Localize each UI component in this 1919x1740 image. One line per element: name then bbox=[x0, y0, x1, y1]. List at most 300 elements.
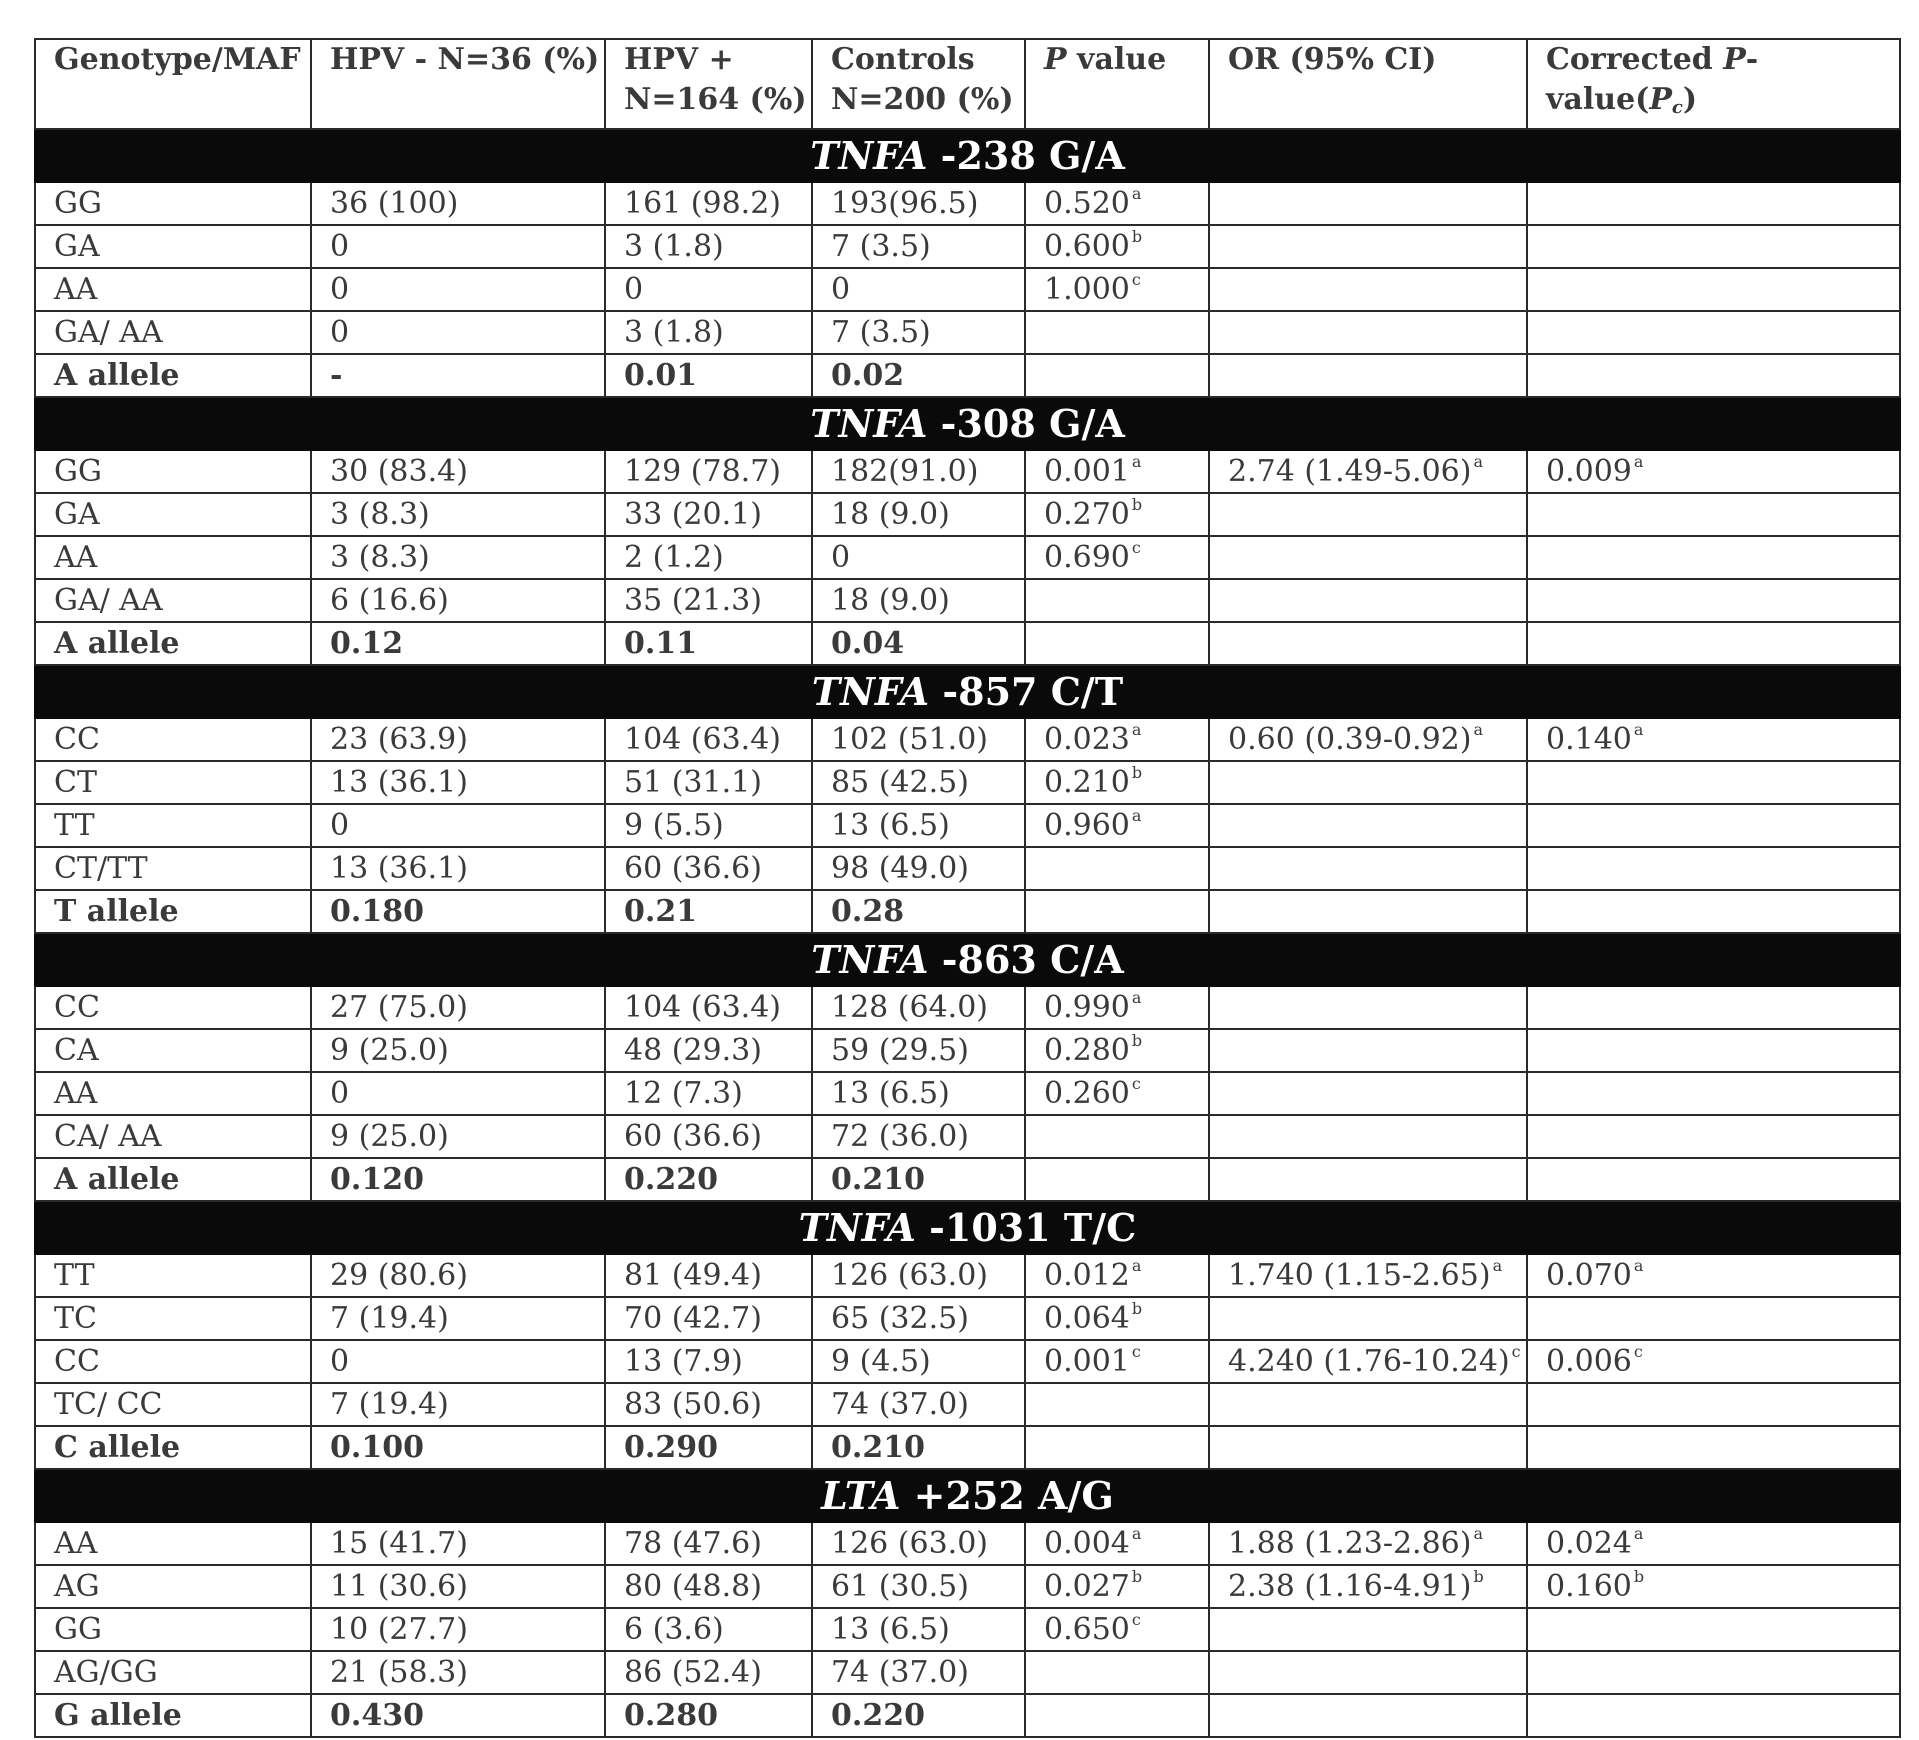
cell-controls bbox=[812, 847, 1025, 890]
cell-controls bbox=[812, 1254, 1025, 1297]
cell-hpv-positive bbox=[605, 1254, 812, 1297]
cell-corrected-p bbox=[1527, 225, 1900, 268]
cell-p-value-value: 0.027 bbox=[1044, 1569, 1130, 1604]
cell-genotype-value: CT bbox=[54, 765, 97, 800]
cell-corrected-p bbox=[1527, 450, 1900, 493]
cell-hpv-negative bbox=[311, 182, 605, 225]
table-row bbox=[35, 890, 1900, 933]
cell-hpv-positive-value: 33 (20.1) bbox=[624, 497, 762, 532]
cell-corrected-p bbox=[1527, 1522, 1900, 1565]
cell-p-value bbox=[1025, 1522, 1209, 1565]
cell-genotype bbox=[35, 268, 311, 311]
cell-corrected-p bbox=[1527, 986, 1900, 1029]
cell-controls-value: 193(96.5) bbox=[831, 186, 979, 221]
table-row bbox=[35, 1565, 1900, 1608]
cell-hpv-positive-value: 35 (21.3) bbox=[624, 583, 762, 618]
cell-genotype-value: AG/GG bbox=[54, 1655, 158, 1690]
cell-odds-ratio bbox=[1209, 450, 1527, 493]
cell-p-value bbox=[1025, 1565, 1209, 1608]
cell-hpv-positive bbox=[605, 718, 812, 761]
cell-hpv-positive bbox=[605, 182, 812, 225]
cell-hpv-negative-value: 7 (19.4) bbox=[330, 1387, 449, 1422]
cell-genotype bbox=[35, 1522, 311, 1565]
cell-corrected-p bbox=[1527, 761, 1900, 804]
cell-p-value bbox=[1025, 225, 1209, 268]
cell-genotype-value: GA/ AA bbox=[54, 583, 163, 618]
table-row bbox=[35, 1158, 1900, 1201]
cell-corrected-p-value: 0.009 bbox=[1546, 454, 1632, 489]
table-row bbox=[35, 268, 1900, 311]
cell-hpv-negative-value: 23 (63.9) bbox=[330, 722, 468, 757]
cell-genotype-value: A allele bbox=[54, 358, 180, 393]
cell-hpv-negative-value: - bbox=[330, 358, 343, 393]
cell-p-value bbox=[1025, 1694, 1209, 1737]
cell-controls bbox=[812, 1694, 1025, 1737]
cell-hpv-negative bbox=[311, 1158, 605, 1201]
table-row bbox=[35, 1522, 1900, 1565]
cell-odds-ratio-value: 2.38 (1.16-4.91) bbox=[1228, 1569, 1472, 1604]
header-genotype: Genotype/MAF bbox=[35, 39, 311, 129]
table-row bbox=[35, 718, 1900, 761]
cell-p-value bbox=[1025, 718, 1209, 761]
cell-hpv-positive-value: 0 bbox=[624, 272, 644, 307]
cell-genotype bbox=[35, 1158, 311, 1201]
cell-controls-value: 126 (63.0) bbox=[831, 1526, 989, 1561]
cell-corrected-p bbox=[1527, 354, 1900, 397]
footnote-marker: b bbox=[1131, 763, 1143, 782]
table-body bbox=[35, 129, 1900, 1737]
cell-controls bbox=[812, 804, 1025, 847]
cell-hpv-negative-value: 0 bbox=[330, 808, 350, 843]
cell-p-value bbox=[1025, 1608, 1209, 1651]
cell-odds-ratio bbox=[1209, 1522, 1527, 1565]
cell-p-value-value: 0.064 bbox=[1044, 1301, 1130, 1336]
cell-genotype bbox=[35, 1651, 311, 1694]
section-header bbox=[35, 397, 1900, 450]
cell-hpv-negative bbox=[311, 225, 605, 268]
cell-hpv-negative bbox=[311, 1297, 605, 1340]
cell-corrected-p bbox=[1527, 1651, 1900, 1694]
footnote-marker: b bbox=[1131, 1567, 1143, 1586]
cell-hpv-negative bbox=[311, 1651, 605, 1694]
cell-controls bbox=[812, 1115, 1025, 1158]
cell-hpv-positive-value: 0.01 bbox=[624, 358, 698, 393]
section-gene: LTA bbox=[821, 1473, 901, 1518]
cell-genotype-value: GA bbox=[54, 229, 100, 264]
header-row bbox=[35, 39, 1900, 129]
cell-controls-value: 102 (51.0) bbox=[831, 722, 989, 757]
cell-corrected-p bbox=[1527, 1608, 1900, 1651]
cell-odds-ratio bbox=[1209, 268, 1527, 311]
cell-genotype bbox=[35, 450, 311, 493]
header-p-value-italic: P bbox=[1044, 42, 1067, 77]
section-header-row bbox=[35, 397, 1900, 450]
table-row bbox=[35, 579, 1900, 622]
cell-odds-ratio bbox=[1209, 718, 1527, 761]
cell-p-value-value: 0.210 bbox=[1044, 765, 1130, 800]
cell-controls bbox=[812, 1651, 1025, 1694]
cell-hpv-negative bbox=[311, 890, 605, 933]
cell-controls-value: 128 (64.0) bbox=[831, 990, 989, 1025]
cell-p-value-value: 1.000 bbox=[1044, 272, 1130, 307]
cell-genotype bbox=[35, 1297, 311, 1340]
footnote-marker: b bbox=[1473, 1567, 1484, 1586]
cell-genotype bbox=[35, 354, 311, 397]
cell-p-value bbox=[1025, 1340, 1209, 1383]
cell-hpv-positive bbox=[605, 1297, 812, 1340]
cell-p-value bbox=[1025, 1072, 1209, 1115]
cell-hpv-positive bbox=[605, 1651, 812, 1694]
cell-hpv-positive-value: 60 (36.6) bbox=[624, 1119, 762, 1154]
cell-p-value bbox=[1025, 450, 1209, 493]
cell-odds-ratio bbox=[1209, 1608, 1527, 1651]
cell-genotype bbox=[35, 804, 311, 847]
cell-hpv-negative-value: 15 (41.7) bbox=[330, 1526, 468, 1561]
section-variant: -863 C/A bbox=[928, 937, 1124, 982]
cell-genotype-value: AA bbox=[54, 272, 98, 307]
section-variant: +252 A/G bbox=[900, 1473, 1114, 1518]
cell-controls bbox=[812, 1426, 1025, 1469]
cell-odds-ratio bbox=[1209, 493, 1527, 536]
table-row bbox=[35, 1651, 1900, 1694]
cell-genotype-value: A allele bbox=[54, 626, 180, 661]
cell-odds-ratio bbox=[1209, 1340, 1527, 1383]
cell-hpv-positive bbox=[605, 1426, 812, 1469]
section-header-row bbox=[35, 665, 1900, 718]
footnote-marker: b bbox=[1131, 495, 1143, 514]
cell-p-value-value: 0.001 bbox=[1044, 454, 1130, 489]
cell-controls-value: 0.220 bbox=[831, 1698, 925, 1733]
cell-odds-ratio bbox=[1209, 847, 1527, 890]
section-header bbox=[35, 129, 1900, 182]
cell-controls bbox=[812, 536, 1025, 579]
cell-hpv-positive-value: 13 (7.9) bbox=[624, 1344, 743, 1379]
cell-controls-value: 0.28 bbox=[831, 894, 905, 929]
cell-hpv-negative-value: 21 (58.3) bbox=[330, 1655, 468, 1690]
cell-genotype-value: GG bbox=[54, 186, 102, 221]
header-corrected-mid: -value( bbox=[1546, 42, 1759, 117]
table-row bbox=[35, 804, 1900, 847]
table-row bbox=[35, 1254, 1900, 1297]
cell-controls-value: 61 (30.5) bbox=[831, 1569, 969, 1604]
cell-odds-ratio bbox=[1209, 1072, 1527, 1115]
footnote-marker: a bbox=[1131, 452, 1142, 471]
cell-p-value bbox=[1025, 986, 1209, 1029]
cell-odds-ratio bbox=[1209, 1383, 1527, 1426]
cell-controls-value: 7 (3.5) bbox=[831, 229, 931, 264]
cell-p-value bbox=[1025, 536, 1209, 579]
section-gene: TNFA bbox=[798, 1205, 916, 1250]
cell-hpv-positive bbox=[605, 225, 812, 268]
section-header bbox=[35, 1201, 1900, 1254]
header-p-value bbox=[1025, 39, 1209, 129]
cell-hpv-positive-value: 81 (49.4) bbox=[624, 1258, 762, 1293]
cell-hpv-negative-value: 0.120 bbox=[330, 1162, 424, 1197]
cell-controls bbox=[812, 718, 1025, 761]
cell-corrected-p bbox=[1527, 1115, 1900, 1158]
header-odds-ratio: OR (95% CI) bbox=[1209, 39, 1527, 129]
cell-p-value bbox=[1025, 268, 1209, 311]
cell-odds-ratio-value: 1.88 (1.23-2.86) bbox=[1228, 1526, 1472, 1561]
footnote-marker: a bbox=[1473, 1524, 1484, 1543]
cell-odds-ratio bbox=[1209, 354, 1527, 397]
cell-genotype-value: TT bbox=[54, 1258, 95, 1293]
cell-genotype bbox=[35, 579, 311, 622]
cell-hpv-positive bbox=[605, 450, 812, 493]
header-controls: Controls N=200 (%) bbox=[812, 39, 1025, 129]
cell-corrected-p bbox=[1527, 890, 1900, 933]
cell-hpv-negative bbox=[311, 1694, 605, 1737]
cell-p-value-value: 0.023 bbox=[1044, 722, 1130, 757]
cell-hpv-negative bbox=[311, 1608, 605, 1651]
cell-hpv-positive-value: 12 (7.3) bbox=[624, 1076, 743, 1111]
cell-hpv-negative bbox=[311, 1426, 605, 1469]
cell-hpv-negative bbox=[311, 450, 605, 493]
cell-hpv-positive-value: 0.11 bbox=[624, 626, 698, 661]
cell-hpv-positive-value: 3 (1.8) bbox=[624, 315, 724, 350]
table-row bbox=[35, 622, 1900, 665]
cell-hpv-negative bbox=[311, 579, 605, 622]
cell-corrected-p bbox=[1527, 1426, 1900, 1469]
cell-hpv-positive bbox=[605, 1115, 812, 1158]
cell-odds-ratio-value: 0.60 (0.39-0.92) bbox=[1228, 722, 1472, 757]
cell-hpv-negative bbox=[311, 1383, 605, 1426]
cell-hpv-positive bbox=[605, 804, 812, 847]
cell-hpv-negative bbox=[311, 1254, 605, 1297]
section-header-row bbox=[35, 1469, 1900, 1522]
cell-odds-ratio-value: 1.740 (1.15-2.65) bbox=[1228, 1258, 1491, 1293]
cell-odds-ratio bbox=[1209, 1254, 1527, 1297]
section-gene: TNFA bbox=[810, 133, 928, 178]
cell-genotype-value: CT/TT bbox=[54, 851, 148, 886]
cell-hpv-negative bbox=[311, 761, 605, 804]
cell-genotype bbox=[35, 1029, 311, 1072]
cell-hpv-negative bbox=[311, 1029, 605, 1072]
cell-controls-value: 13 (6.5) bbox=[831, 1612, 950, 1647]
cell-genotype bbox=[35, 1426, 311, 1469]
table-row bbox=[35, 1426, 1900, 1469]
table-row bbox=[35, 847, 1900, 890]
cell-hpv-negative-value: 27 (75.0) bbox=[330, 990, 468, 1025]
cell-hpv-negative-value: 29 (80.6) bbox=[330, 1258, 468, 1293]
cell-genotype-value: CC bbox=[54, 722, 100, 757]
cell-hpv-positive bbox=[605, 1565, 812, 1608]
genotype-table-container bbox=[34, 38, 1899, 1738]
cell-hpv-negative bbox=[311, 354, 605, 397]
cell-controls-value: 126 (63.0) bbox=[831, 1258, 989, 1293]
table-row bbox=[35, 493, 1900, 536]
cell-hpv-negative bbox=[311, 1115, 605, 1158]
cell-corrected-p bbox=[1527, 1029, 1900, 1072]
cell-controls bbox=[812, 182, 1025, 225]
cell-hpv-negative bbox=[311, 536, 605, 579]
cell-corrected-p-value: 0.160 bbox=[1546, 1569, 1632, 1604]
cell-p-value-value: 0.650 bbox=[1044, 1612, 1130, 1647]
cell-hpv-positive-value: 60 (36.6) bbox=[624, 851, 762, 886]
footnote-marker: a bbox=[1131, 806, 1142, 825]
cell-odds-ratio bbox=[1209, 1115, 1527, 1158]
cell-p-value bbox=[1025, 1426, 1209, 1469]
footnote-marker: b bbox=[1131, 1299, 1143, 1318]
table-row bbox=[35, 1072, 1900, 1115]
footnote-marker: c bbox=[1131, 1342, 1141, 1361]
table-row bbox=[35, 354, 1900, 397]
footnote-marker: a bbox=[1633, 452, 1644, 471]
cell-hpv-positive bbox=[605, 1158, 812, 1201]
section-gene: TNFA bbox=[811, 669, 930, 714]
section-header bbox=[35, 1469, 1900, 1522]
cell-genotype bbox=[35, 536, 311, 579]
cell-hpv-negative-value: 30 (83.4) bbox=[330, 454, 468, 489]
cell-hpv-negative bbox=[311, 1072, 605, 1115]
footnote-marker: c bbox=[1131, 538, 1141, 557]
cell-p-value bbox=[1025, 1651, 1209, 1694]
cell-genotype-value: AA bbox=[54, 1526, 98, 1561]
cell-hpv-positive-value: 70 (42.7) bbox=[624, 1301, 762, 1336]
cell-genotype bbox=[35, 493, 311, 536]
cell-corrected-p bbox=[1527, 1340, 1900, 1383]
cell-hpv-positive bbox=[605, 1383, 812, 1426]
cell-hpv-negative-value: 9 (25.0) bbox=[330, 1033, 449, 1068]
section-variant: -308 G/A bbox=[927, 401, 1125, 446]
cell-controls-value: 13 (6.5) bbox=[831, 1076, 950, 1111]
cell-hpv-positive bbox=[605, 761, 812, 804]
cell-hpv-positive-value: 83 (50.6) bbox=[624, 1387, 762, 1422]
cell-controls bbox=[812, 311, 1025, 354]
cell-controls bbox=[812, 1522, 1025, 1565]
cell-controls-value: 7 (3.5) bbox=[831, 315, 931, 350]
table-row bbox=[35, 1340, 1900, 1383]
cell-genotype-value: AA bbox=[54, 540, 98, 575]
header-corrected-italic-2: P bbox=[1649, 82, 1672, 117]
cell-controls bbox=[812, 1608, 1025, 1651]
cell-corrected-p-value: 0.140 bbox=[1546, 722, 1632, 757]
footnote-marker: c bbox=[1633, 1342, 1643, 1361]
cell-odds-ratio bbox=[1209, 1029, 1527, 1072]
cell-hpv-positive-value: 86 (52.4) bbox=[624, 1655, 762, 1690]
header-corrected-italic: P bbox=[1723, 42, 1746, 77]
cell-corrected-p bbox=[1527, 1383, 1900, 1426]
cell-hpv-negative-value: 9 (25.0) bbox=[330, 1119, 449, 1154]
cell-hpv-positive bbox=[605, 1029, 812, 1072]
cell-p-value bbox=[1025, 579, 1209, 622]
cell-odds-ratio bbox=[1209, 536, 1527, 579]
footnote-marker: a bbox=[1131, 1524, 1142, 1543]
footnote-marker: a bbox=[1633, 720, 1644, 739]
cell-odds-ratio bbox=[1209, 761, 1527, 804]
cell-p-value bbox=[1025, 761, 1209, 804]
cell-hpv-negative bbox=[311, 268, 605, 311]
cell-controls-value: 0 bbox=[831, 272, 851, 307]
cell-controls bbox=[812, 1029, 1025, 1072]
cell-hpv-negative-value: 3 (8.3) bbox=[330, 497, 430, 532]
cell-genotype-value: TT bbox=[54, 808, 95, 843]
section-header bbox=[35, 933, 1900, 986]
cell-genotype-value: GA/ AA bbox=[54, 315, 163, 350]
cell-p-value bbox=[1025, 354, 1209, 397]
footnote-marker: a bbox=[1131, 1256, 1142, 1275]
cell-controls-value: 0.210 bbox=[831, 1430, 925, 1465]
cell-hpv-positive-value: 0.21 bbox=[624, 894, 698, 929]
cell-controls bbox=[812, 986, 1025, 1029]
cell-controls-value: 0 bbox=[831, 540, 851, 575]
cell-hpv-negative-value: 0 bbox=[330, 272, 350, 307]
cell-genotype-value: G allele bbox=[54, 1698, 182, 1733]
section-variant: -1031 T/C bbox=[915, 1205, 1137, 1250]
section-variant: -238 G/A bbox=[927, 133, 1125, 178]
cell-corrected-p bbox=[1527, 536, 1900, 579]
section-variant: -857 C/T bbox=[929, 669, 1124, 714]
cell-hpv-positive bbox=[605, 268, 812, 311]
cell-genotype bbox=[35, 1694, 311, 1737]
cell-hpv-negative bbox=[311, 493, 605, 536]
cell-genotype bbox=[35, 847, 311, 890]
cell-hpv-negative-value: 6 (16.6) bbox=[330, 583, 449, 618]
cell-hpv-positive-value: 80 (48.8) bbox=[624, 1569, 762, 1604]
cell-controls-value: 59 (29.5) bbox=[831, 1033, 969, 1068]
cell-genotype-value: TC bbox=[54, 1301, 97, 1336]
genotype-table bbox=[34, 38, 1901, 1738]
cell-p-value-value: 0.520 bbox=[1044, 186, 1130, 221]
footnote-marker: a bbox=[1131, 184, 1142, 203]
section-header-row bbox=[35, 129, 1900, 182]
table-row bbox=[35, 761, 1900, 804]
cell-controls bbox=[812, 493, 1025, 536]
cell-controls-value: 0.02 bbox=[831, 358, 905, 393]
cell-hpv-negative bbox=[311, 847, 605, 890]
cell-corrected-p bbox=[1527, 1694, 1900, 1737]
cell-controls-value: 0.04 bbox=[831, 626, 905, 661]
cell-hpv-negative bbox=[311, 1340, 605, 1383]
cell-corrected-p bbox=[1527, 1158, 1900, 1201]
cell-p-value bbox=[1025, 1115, 1209, 1158]
cell-p-value bbox=[1025, 311, 1209, 354]
cell-corrected-p bbox=[1527, 622, 1900, 665]
cell-hpv-negative-value: 3 (8.3) bbox=[330, 540, 430, 575]
header-corrected-prefix: Corrected bbox=[1546, 42, 1724, 77]
cell-hpv-negative-value: 0 bbox=[330, 315, 350, 350]
cell-odds-ratio bbox=[1209, 311, 1527, 354]
cell-controls-value: 98 (49.0) bbox=[831, 851, 969, 886]
cell-p-value-value: 0.600 bbox=[1044, 229, 1130, 264]
cell-hpv-negative-value: 36 (100) bbox=[330, 186, 459, 221]
section-header-row bbox=[35, 1201, 1900, 1254]
cell-hpv-negative-value: 0 bbox=[330, 1076, 350, 1111]
section-header bbox=[35, 665, 1900, 718]
cell-p-value bbox=[1025, 804, 1209, 847]
cell-odds-ratio bbox=[1209, 225, 1527, 268]
cell-genotype bbox=[35, 986, 311, 1029]
cell-hpv-negative-value: 13 (36.1) bbox=[330, 851, 468, 886]
cell-controls bbox=[812, 1158, 1025, 1201]
header-corrected-sub: c bbox=[1671, 97, 1683, 118]
cell-hpv-positive bbox=[605, 847, 812, 890]
cell-controls-value: 0.210 bbox=[831, 1162, 925, 1197]
cell-hpv-negative-value: 0.12 bbox=[330, 626, 404, 661]
cell-genotype bbox=[35, 1115, 311, 1158]
table-row bbox=[35, 1297, 1900, 1340]
cell-controls-value: 13 (6.5) bbox=[831, 808, 950, 843]
footnote-marker: b bbox=[1131, 1031, 1143, 1050]
cell-hpv-positive-value: 6 (3.6) bbox=[624, 1612, 724, 1647]
cell-p-value-value: 0.960 bbox=[1044, 808, 1130, 843]
header-hpv-positive: HPV + N=164 (%) bbox=[605, 39, 812, 129]
cell-genotype-value: TC/ CC bbox=[54, 1387, 163, 1422]
cell-odds-ratio bbox=[1209, 1694, 1527, 1737]
header-p-value-rest: value bbox=[1066, 42, 1167, 77]
cell-odds-ratio bbox=[1209, 804, 1527, 847]
cell-hpv-negative bbox=[311, 718, 605, 761]
